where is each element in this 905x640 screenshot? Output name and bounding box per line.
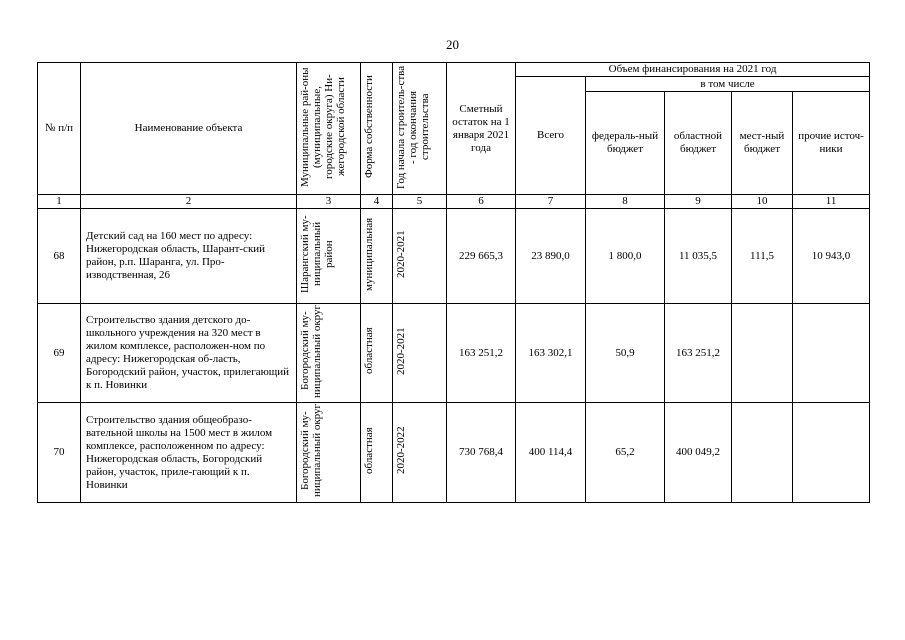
local	[732, 403, 793, 503]
column-number-row	[38, 195, 870, 209]
column-number: 2	[81, 195, 297, 209]
ownership: областная	[362, 327, 375, 375]
header-financing-group: Объем финансирования на 2021 год	[516, 63, 870, 77]
local: 111,5	[732, 209, 793, 304]
ownership: областная	[362, 427, 375, 474]
table-row	[38, 403, 870, 503]
object-name: Детский сад на 160 мест по адресу: Нижегородская область, Шарант-ский район, р.п. Шаранга, ул. Про-изводственная, 26	[81, 209, 297, 304]
local	[732, 304, 793, 403]
row-num: 69	[38, 304, 81, 403]
total: 400 114,4	[516, 403, 586, 503]
header-total: Всего	[516, 77, 586, 195]
estimate: 730 768,4	[447, 403, 516, 503]
header-regional: областной бюджет	[665, 92, 732, 195]
years-cell	[393, 209, 447, 304]
object-name: Строительство здания общеобразо-вательной школы на 1500 мест в жилом комплексе, расположенном по адресу: Нижегородская область, Богородский район, участок, приле-гающий к п. Новинки	[81, 403, 297, 503]
ownership-cell	[361, 209, 393, 304]
header-years-text: Год начала строитель-ства - год окончания строительства	[394, 64, 431, 189]
years-cell	[393, 304, 447, 403]
table-row	[38, 209, 870, 304]
column-number: 1	[38, 195, 81, 209]
header-district	[297, 63, 361, 195]
column-number: 10	[732, 195, 793, 209]
other: 10 943,0	[793, 209, 870, 304]
financing-table	[37, 62, 870, 503]
header-num: № п/п	[38, 63, 81, 195]
header-local: мест-ный бюджет	[732, 92, 793, 195]
district-cell	[297, 403, 361, 503]
district: Богородский му-ниципальный округ	[298, 304, 323, 398]
other	[793, 403, 870, 503]
column-number: 3	[297, 195, 361, 209]
ownership-cell	[361, 304, 393, 403]
estimate: 163 251,2	[447, 304, 516, 403]
page-number: 20	[446, 37, 459, 52]
header-other: прочие источ-ники	[793, 92, 870, 195]
district: Шарангский му-ниципальный район	[298, 215, 335, 293]
column-number: 6	[447, 195, 516, 209]
row-num: 68	[38, 209, 81, 304]
total: 23 890,0	[516, 209, 586, 304]
row-num: 70	[38, 403, 81, 503]
regional: 400 049,2	[665, 403, 732, 503]
column-number: 7	[516, 195, 586, 209]
regional: 11 035,5	[665, 209, 732, 304]
district: Богородский му-ниципальный округ	[298, 403, 323, 498]
federal: 50,9	[586, 304, 665, 403]
object-name: Строительство здания детского до-школьного учреждения на 320 мест в жилом комплексе, расположен-ном по адресу: Нижегородская об-ласть, Богородский район, участок, прилегающий к п. Новинки	[81, 304, 297, 403]
header-ownership-text: Форма собственности	[362, 75, 375, 178]
district-cell	[297, 304, 361, 403]
column-number: 5	[393, 195, 447, 209]
federal: 65,2	[586, 403, 665, 503]
years: 2020-2022	[394, 426, 407, 475]
years-cell	[393, 403, 447, 503]
header-estimate: Сметный остаток на 1 января 2021 года	[447, 63, 516, 195]
header-district-text: Муниципальные рай-оны (муниципальные, городские округа) Ни-жегородской области	[298, 66, 347, 187]
header-object-name: Наименование объекта	[81, 63, 297, 195]
other	[793, 304, 870, 403]
header-years	[393, 63, 447, 195]
header-including-group: в том числе	[586, 77, 870, 92]
column-number: 4	[361, 195, 393, 209]
estimate: 229 665,3	[447, 209, 516, 304]
federal: 1 800,0	[586, 209, 665, 304]
column-number: 11	[793, 195, 870, 209]
table-header	[38, 63, 870, 195]
ownership-cell	[361, 403, 393, 503]
header-ownership	[361, 63, 393, 195]
regional: 163 251,2	[665, 304, 732, 403]
ownership: муниципальная	[362, 217, 375, 291]
total: 163 302,1	[516, 304, 586, 403]
header-federal: федераль-ный бюджет	[586, 92, 665, 195]
years: 2020-2021	[394, 230, 407, 278]
column-number: 8	[586, 195, 665, 209]
table-row	[38, 304, 870, 403]
district-cell	[297, 209, 361, 304]
column-number: 9	[665, 195, 732, 209]
years: 2020-2021	[394, 327, 407, 375]
